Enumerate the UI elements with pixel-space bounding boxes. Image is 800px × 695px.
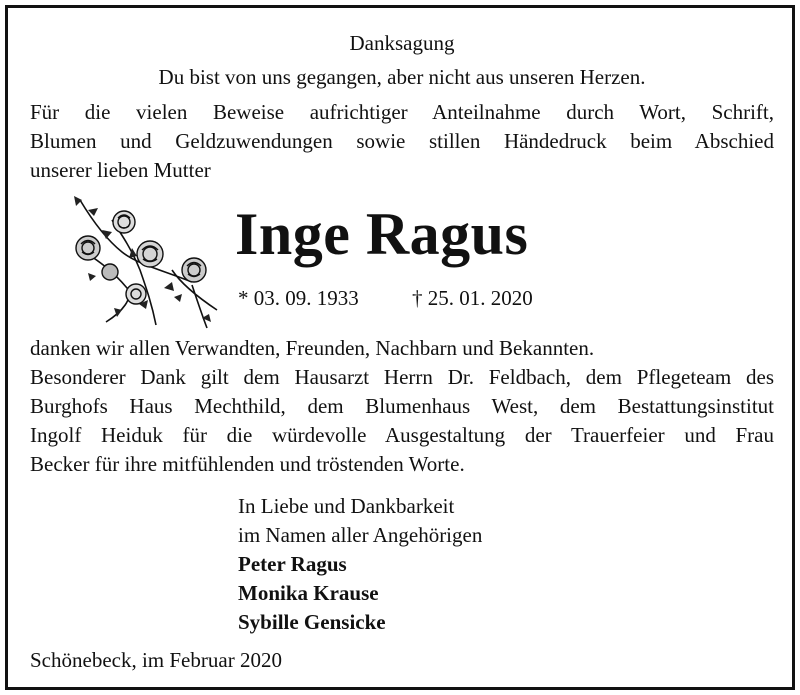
thanks-line: Besonderer Dank gilt dem Hausarzt Herrn Dr. Feldbach, dem Pflegeteam des: [30, 365, 774, 389]
signature-block: [238, 492, 482, 637]
death-date: † 25. 01. 2020: [412, 286, 533, 310]
closing-line: In Liebe und Dankbarkeit: [238, 494, 455, 518]
life-dates: [238, 286, 533, 311]
thanks-line: Becker für ihre mitfühlenden und tröstenden Worte.: [30, 452, 465, 476]
intro-paragraph: [30, 98, 774, 185]
thanks-paragraph: [30, 334, 774, 479]
signatory-name: Sybille Gensicke: [238, 610, 386, 634]
thanks-line: Ingolf Heiduk für die würdevolle Ausgestaltung der Trauerfeier und Frau: [30, 423, 774, 447]
deceased-name: Inge Ragus: [235, 201, 529, 267]
signatory-name: Peter Ragus: [238, 552, 347, 576]
birth-date: * 03. 09. 1933: [238, 286, 359, 310]
intro-line: Für die vielen Beweise aufrichtiger Anteilnahme durch Wort, Schrift,: [30, 100, 774, 124]
intro-line: Blumen und Geldzuwendungen sowie stillen Händedruck beim Abschied: [30, 129, 774, 153]
notice-heading: Danksagung: [349, 31, 455, 55]
on-behalf-line: im Namen aller Angehörigen: [238, 523, 483, 547]
signatory-name: Monika Krause: [238, 581, 379, 605]
intro-line: unserer lieben Mutter: [30, 158, 211, 182]
thanks-line: danken wir allen Verwandten, Freunden, Nachbarn und Bekannten.: [30, 336, 595, 360]
notice-motto: Du bist von uns gegangen, aber nicht aus unseren Herzen.: [158, 65, 646, 89]
thanks-line: Burghofs Haus Mechthild, dem Blumenhaus West, dem Bestattungsinstitut: [30, 394, 774, 418]
place-date: Schönebeck, im Februar 2020: [30, 648, 282, 672]
obituary-notice: [5, 5, 795, 690]
roses-icon: [52, 190, 222, 330]
